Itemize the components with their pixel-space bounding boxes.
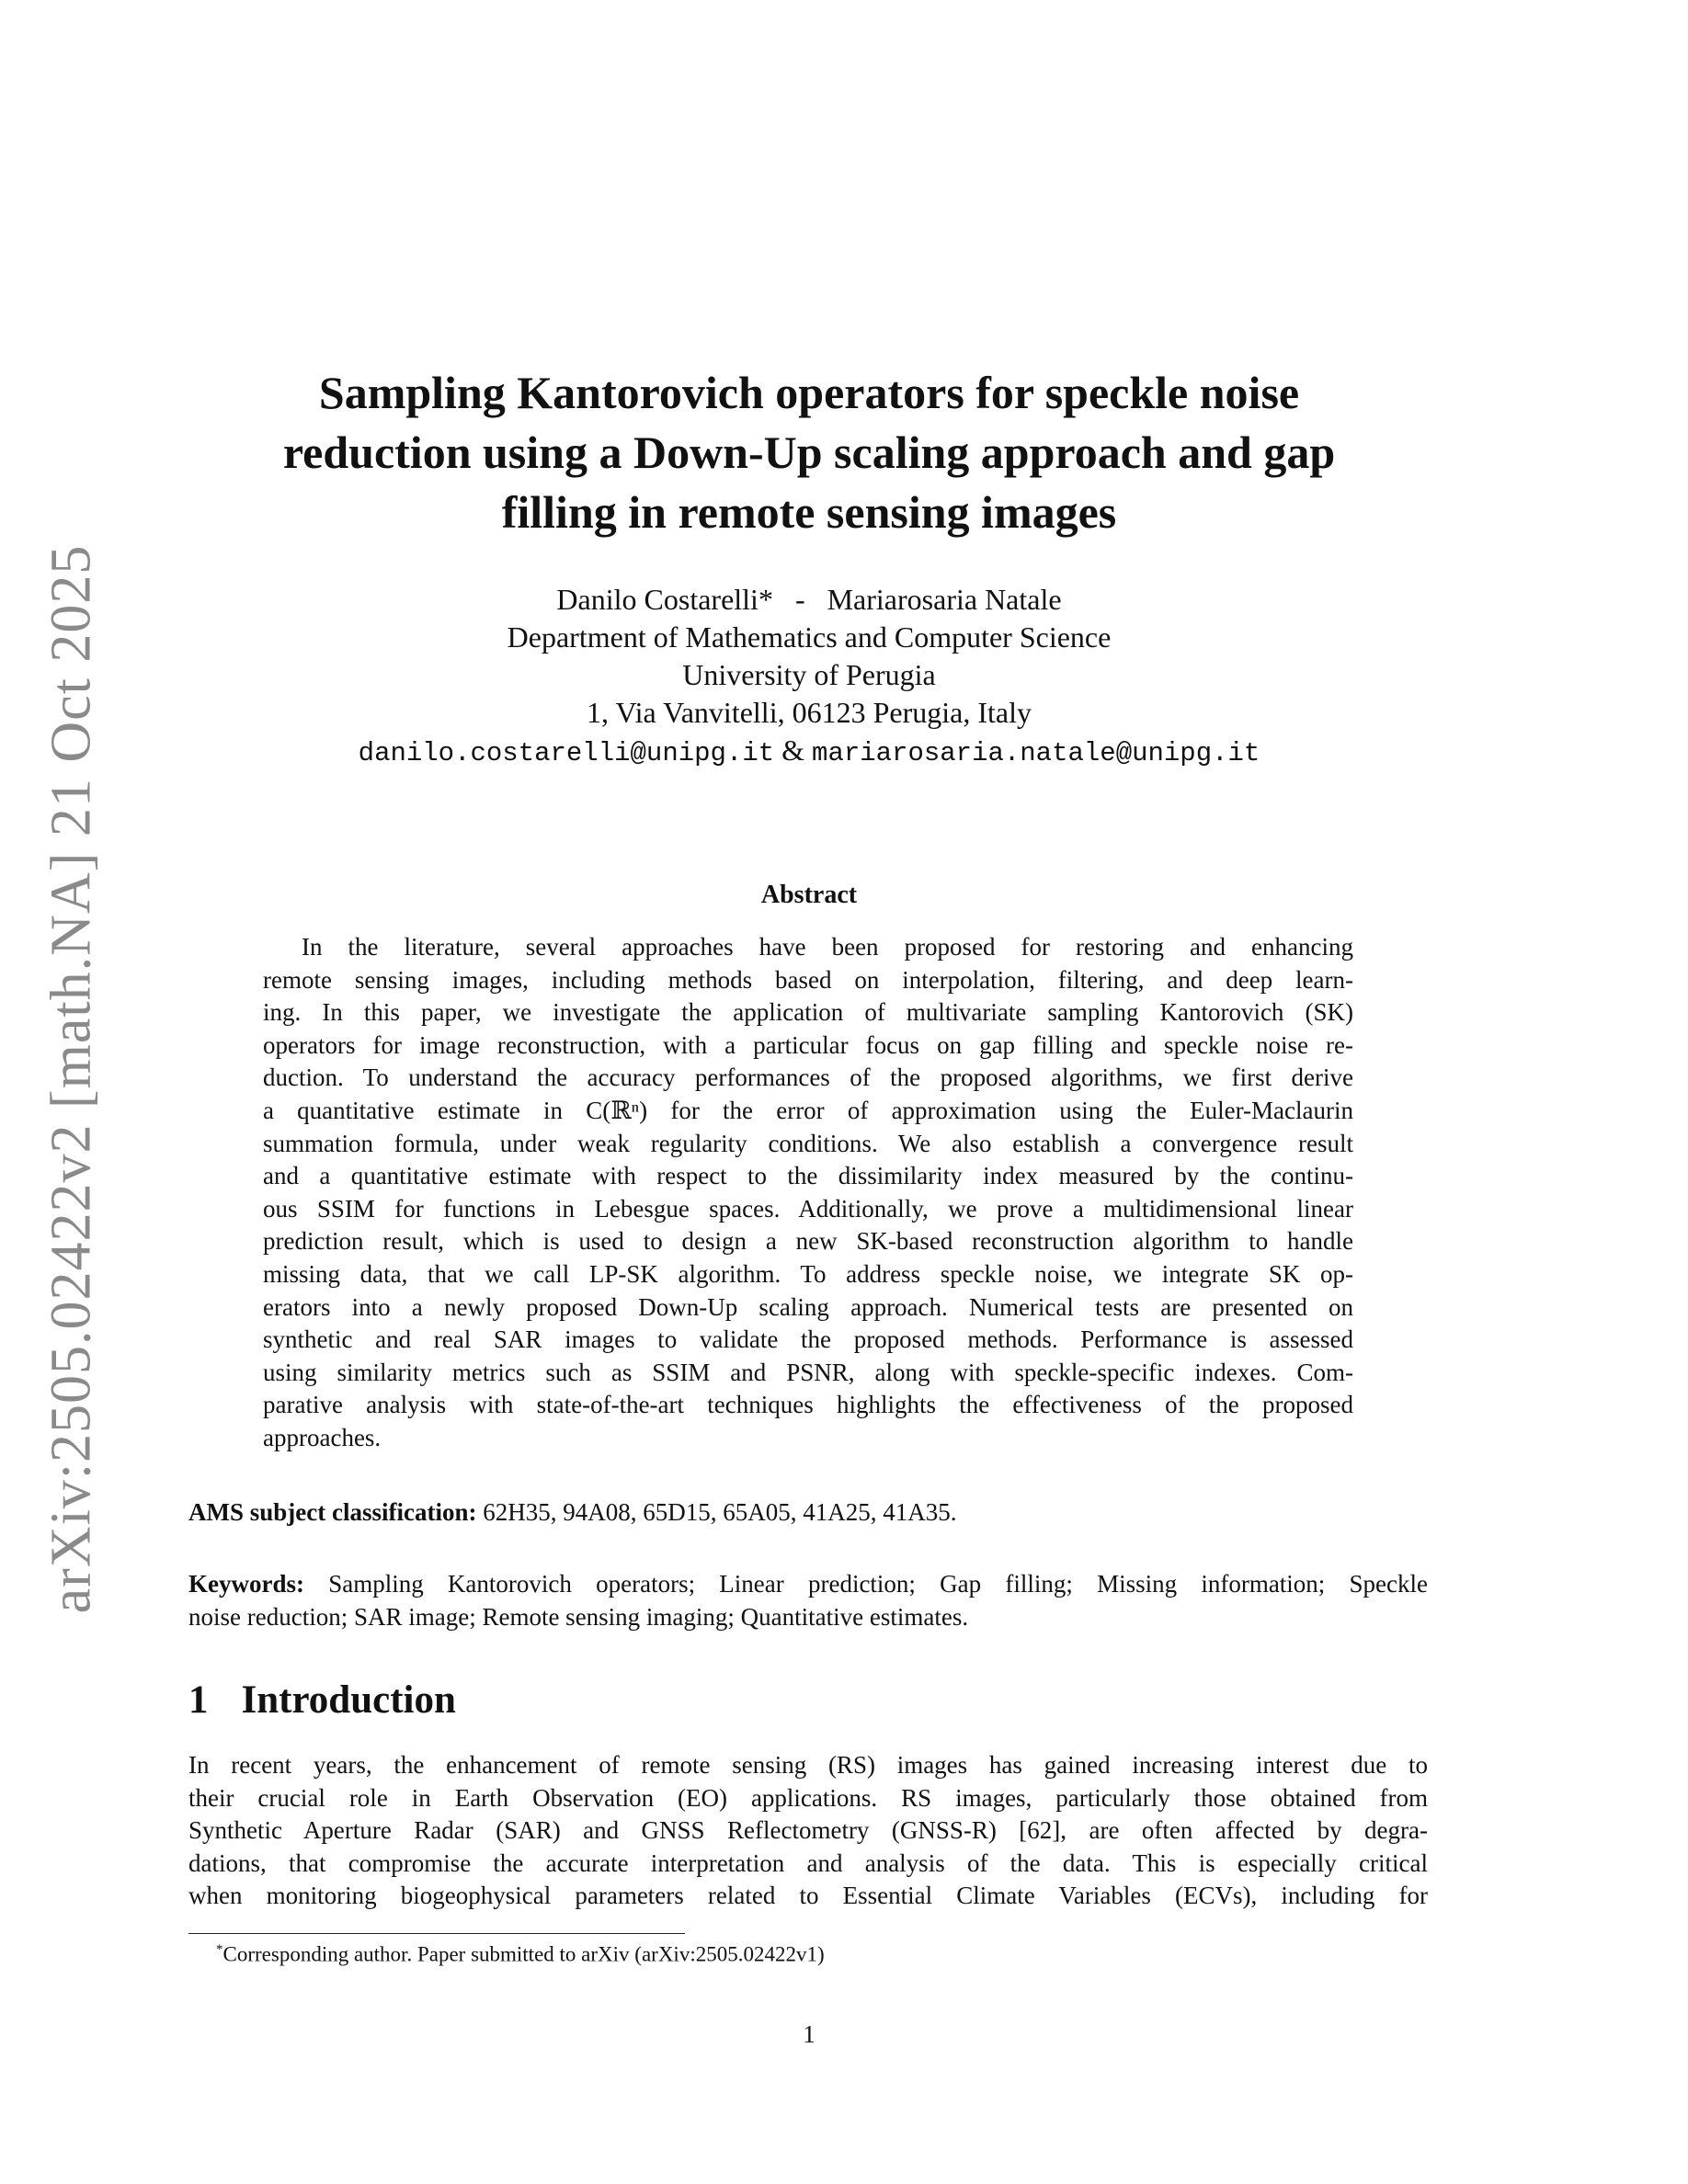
introduction-body <box>188 1749 1428 1913</box>
abstract-line: prediction result, which is used to design a new SK-based reconstruction algorithm to handle <box>263 1227 1353 1256</box>
author-university: University of Perugia <box>682 658 936 691</box>
abstract-line: using similarity metrics such as SSIM and PSNR, along with speckle-specific indexes. Com- <box>263 1358 1353 1386</box>
abstract-line: ing. In this paper, we investigate the application of multivariate sampling Kantorovich (SK) <box>263 998 1353 1027</box>
footnote-mark: * <box>216 1942 223 1957</box>
title-line: Sampling Kantorovich operators for speckle noise <box>318 367 1300 418</box>
section-heading-introduction <box>188 1678 456 1723</box>
abstract-line: parative analysis with state-of-the-art techniques highlights the effectiveness of the proposed <box>263 1391 1353 1419</box>
keywords-label: Keywords: <box>188 1570 304 1598</box>
author-emails <box>0 732 1618 772</box>
abstract-heading: Abstract <box>760 881 858 909</box>
abstract-line: duction. To understand the accuracy performances of the proposed algorithms, we first derive <box>263 1064 1353 1092</box>
author-names: Danilo Costarelli* - Mariarosaria Natale <box>556 583 1062 616</box>
footnote <box>216 1942 825 1967</box>
footnote-rule <box>188 1933 685 1934</box>
abstract-line: operators for image reconstruction, with a particular focus on gap filling and speckle noise re- <box>263 1030 1353 1059</box>
keywords-line <box>188 1568 1428 1601</box>
footnote-text: Corresponding author. Paper submitted to arXiv (arXiv:2505.02422v1) <box>222 1942 825 1966</box>
title-line: filling in remote sensing images <box>501 486 1117 538</box>
abstract-body <box>263 931 1353 1455</box>
ams-label: AMS subject classification: <box>188 1498 477 1526</box>
intro-line: Synthetic Aperture Radar (SAR) and GNSS Reflectometry (GNSS-R) [62], are often affected by degra- <box>188 1816 1428 1845</box>
paper-title <box>0 363 1618 542</box>
section-title: Introduction <box>241 1678 456 1722</box>
ams-classification <box>188 1498 956 1527</box>
abstract-line: summation formula, under weak regularity conditions. We also establish a convergence result <box>263 1129 1353 1157</box>
abstract-line: approaches. <box>263 1423 382 1451</box>
intro-line: dations, that compromise the accurate interpretation and analysis of the data. This is especially critical <box>188 1848 1428 1877</box>
abstract-line: remote sensing images, including methods based on interpolation, filtering, and deep learn- <box>263 965 1353 994</box>
abstract-line: a quantitative estimate in C(ℝⁿ) for the error of approximation using the Euler-Maclaurin <box>263 1096 1353 1124</box>
email-separator: & <box>774 734 813 767</box>
abstract-line: In the literature, several approaches have been proposed for restoring and enhancing <box>302 933 1353 961</box>
abstract-line: ous SSIM for functions in Lebesgue spaces. Additionally, we prove a multidimensional linear <box>263 1194 1353 1223</box>
abstract-line: synthetic and real SAR images to validate the proposed methods. Performance is assessed <box>263 1325 1353 1354</box>
keywords-text: Sampling Kantorovich operators; Linear prediction; Gap filling; Missing information; Speckle <box>303 1570 1428 1598</box>
page-number: 1 <box>803 2020 815 2048</box>
abstract-line: erators into a newly proposed Down-Up scaling approach. Numerical tests are presented on <box>263 1292 1353 1321</box>
intro-line: In recent years, the enhancement of remote sensing (RS) images has gained increasing interest due to <box>188 1751 1428 1779</box>
arxiv-sidebar-stamp: arXiv:2505.02422v2 [math.NA] 21 Oct 2025 <box>40 544 103 1614</box>
title-line: reduction using a Down-Up scaling approach and gap <box>282 427 1336 478</box>
section-number: 1 <box>188 1678 209 1722</box>
email-link-2[interactable]: mariarosaria.natale@unipg.it <box>812 738 1260 768</box>
intro-line: when monitoring biogeophysical parameters related to Essential Climate Variables (ECVs), including for <box>188 1882 1428 1910</box>
keywords-line: noise reduction; SAR image; Remote sensing imaging; Quantitative estimates. <box>188 1602 969 1631</box>
abstract-line: and a quantitative estimate with respect to the dissimilarity index measured by the continu- <box>263 1162 1353 1190</box>
author-address: 1, Via Vanvitelli, 06123 Perugia, Italy <box>587 696 1032 729</box>
ams-codes: 62H35, 94A08, 65D15, 65A05, 41A25, 41A35. <box>476 1498 957 1526</box>
author-block <box>0 581 1618 772</box>
author-department: Department of Mathematics and Computer Science <box>507 620 1112 654</box>
intro-line: their crucial role in Earth Observation (EO) applications. RS images, particularly those obtained from <box>188 1783 1428 1812</box>
keywords <box>188 1568 1428 1633</box>
email-link-1[interactable]: danilo.costarelli@unipg.it <box>358 738 775 768</box>
abstract-line: missing data, that we call LP-SK algorithm. To address speckle noise, we integrate SK op- <box>263 1259 1353 1288</box>
